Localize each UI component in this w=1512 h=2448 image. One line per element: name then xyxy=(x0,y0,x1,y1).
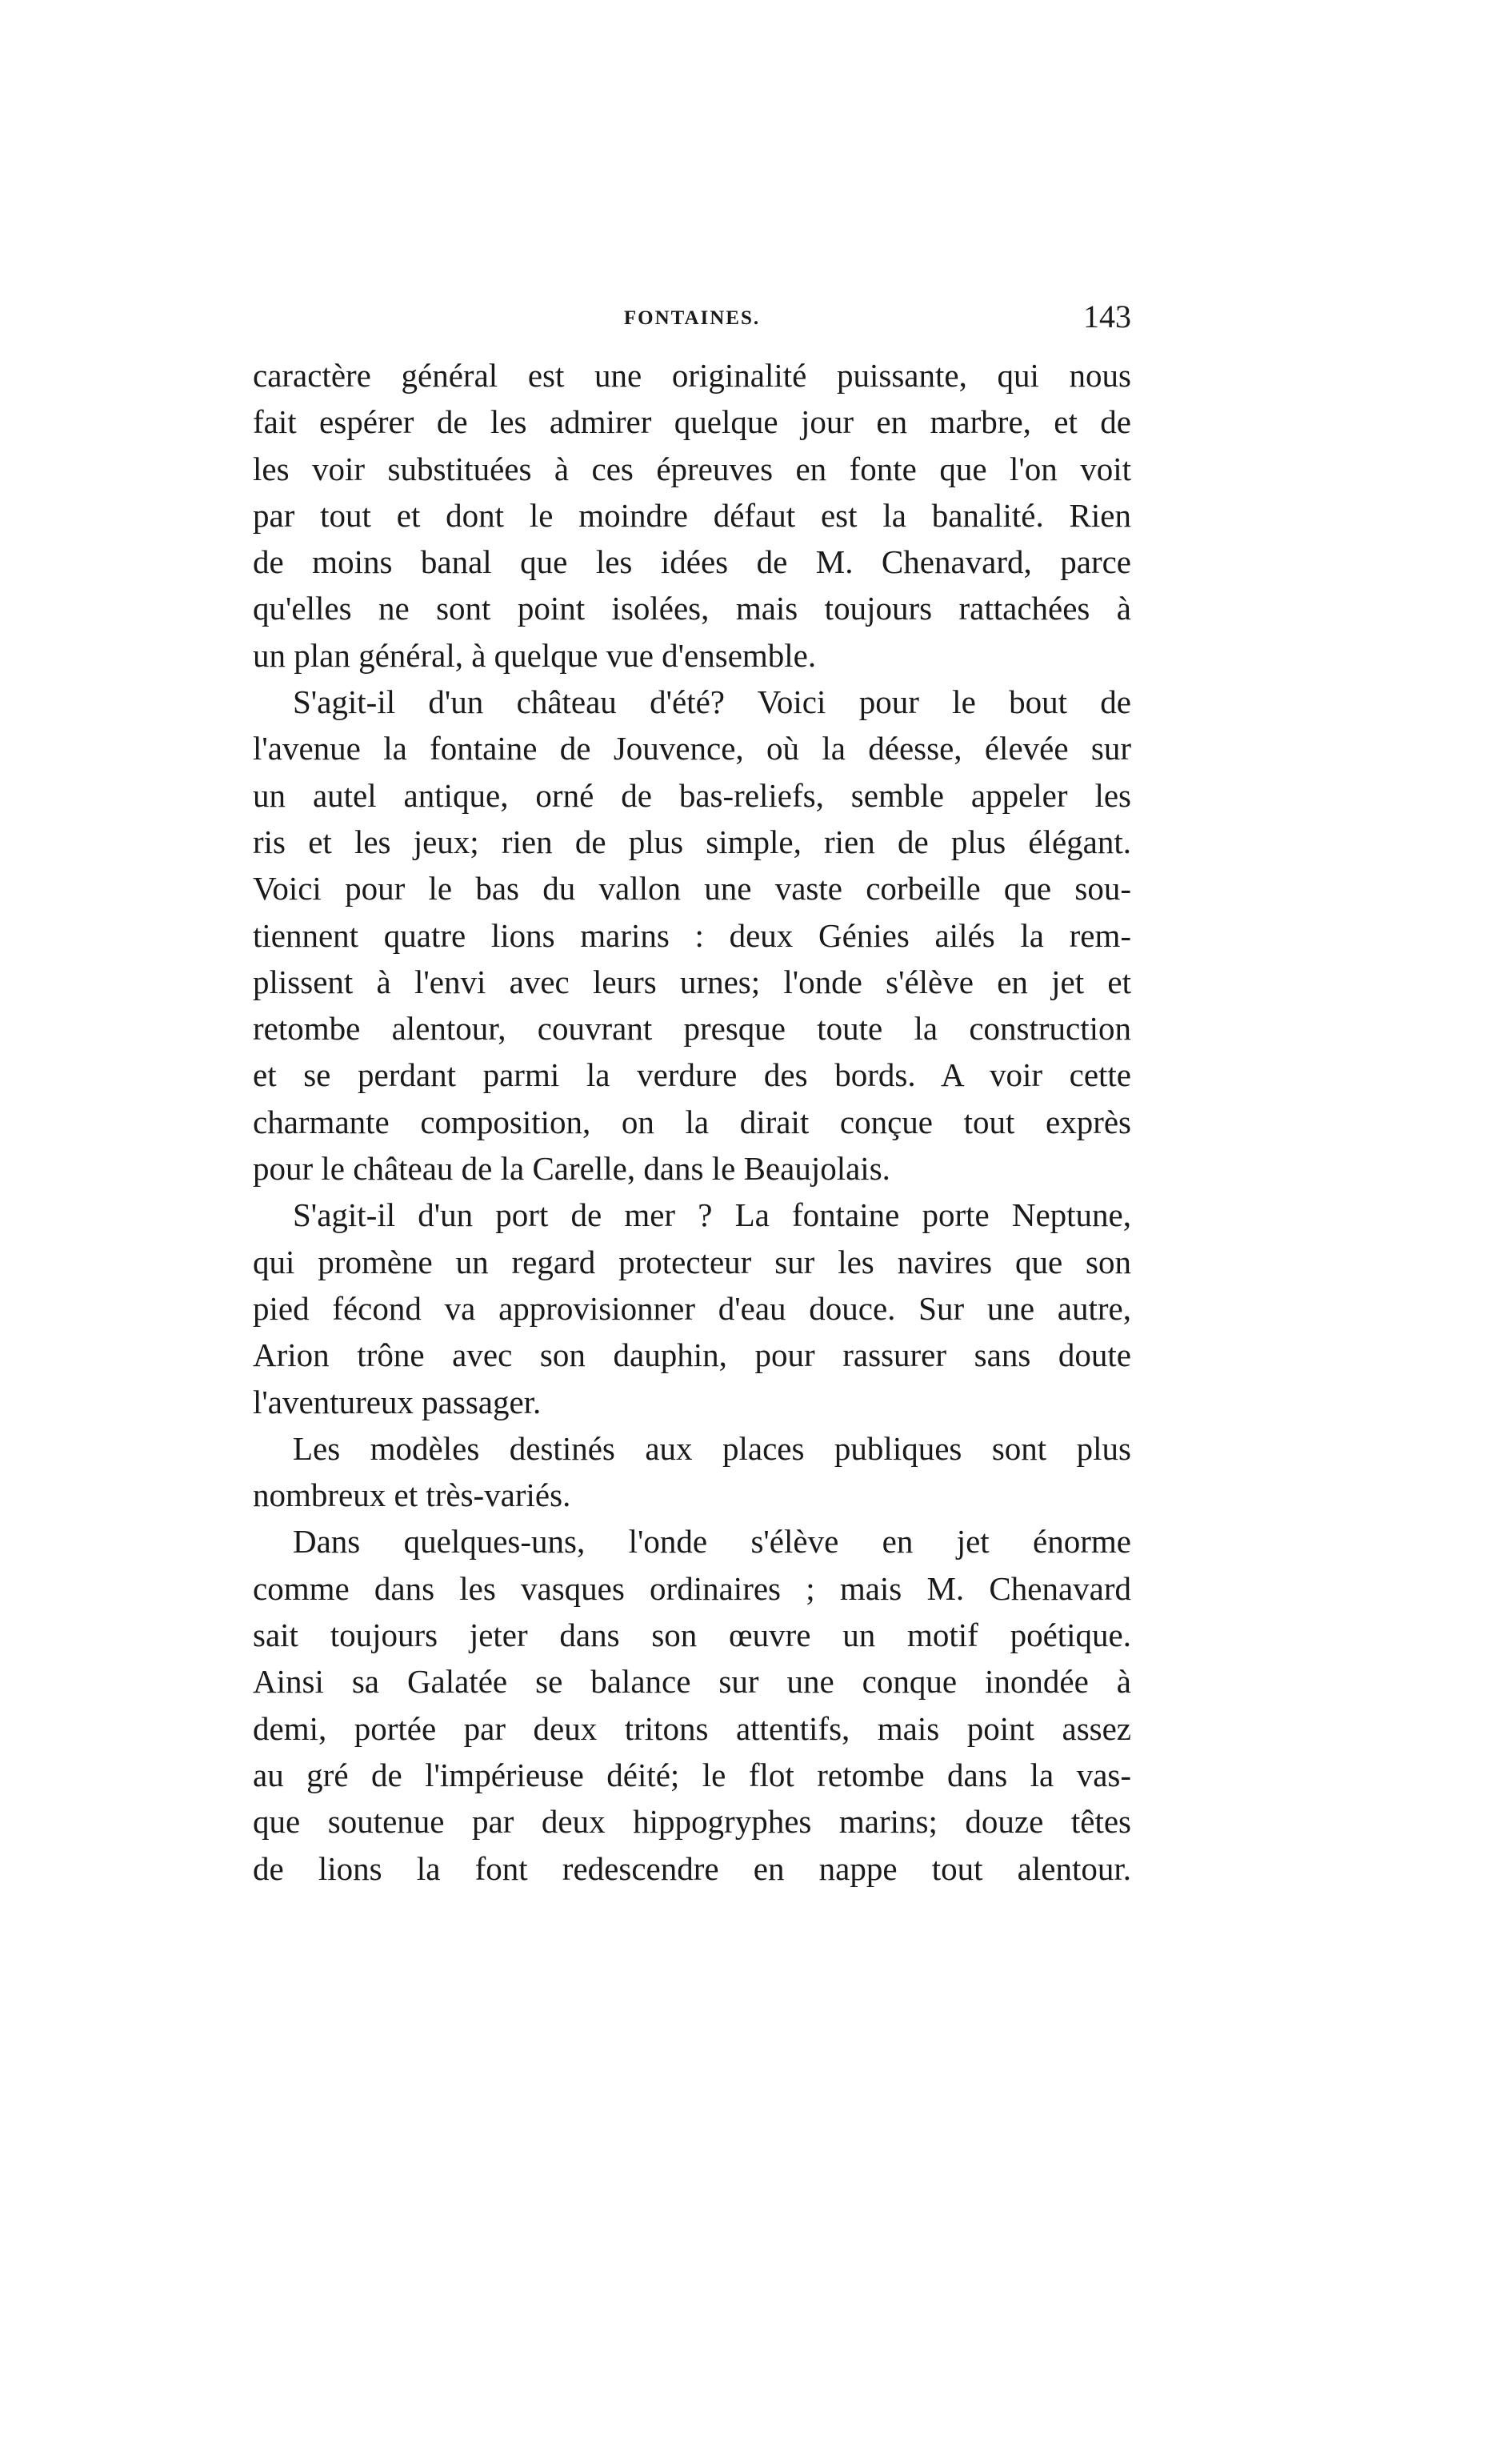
text-line: caractère général est une originalité puissante, qui nous xyxy=(253,357,1131,394)
text-line: les voir substituées à ces épreuves en fonte que l'on voit xyxy=(253,450,1131,487)
text-line: que soutenue par deux hippogryphes marins; douze têtes xyxy=(253,1803,1131,1841)
paragraph xyxy=(253,679,1131,1192)
text-line: qu'elles ne sont point isolées, mais toujours rattachées à xyxy=(253,590,1131,627)
paragraph xyxy=(253,352,1131,679)
text-line: pied fécond va approvisionner d'eau douce. Sur une autre, xyxy=(253,1289,1131,1327)
text-line: par tout et dont le moindre défaut est la banalité. Rien xyxy=(253,496,1131,534)
text-line: nombreux et très-variés. xyxy=(253,1476,571,1514)
text-line: S'agit-il d'un château d'été? Voici pour le bout de xyxy=(293,683,1131,721)
text-line: de lions la font redescendre en nappe tout alentour. xyxy=(253,1849,1131,1887)
text-line: Arion trône avec son dauphin, pour rassurer sans doute xyxy=(253,1336,1131,1374)
text-line: ris et les jeux; rien de plus simple, rien de plus élégant. xyxy=(253,823,1131,860)
running-title: FONTAINES. xyxy=(623,307,761,329)
text-line: fait espérer de les admirer quelque jour en marbre, et de xyxy=(253,403,1131,441)
text-line: demi, portée par deux tritons attentifs, mais point assez xyxy=(253,1709,1131,1747)
text-line: qui promène un regard protecteur sur les navires que son xyxy=(253,1243,1131,1280)
text-line: Ainsi sa Galatée se balance sur une conque inondée à xyxy=(253,1663,1131,1701)
text-line: au gré de l'impérieuse déité; le flot retombe dans la vas- xyxy=(253,1756,1131,1793)
text-line: Dans quelques-uns, l'onde s'élève en jet énorme xyxy=(293,1523,1131,1561)
text-line: retombe alentour, couvrant presque toute la construction xyxy=(253,1010,1131,1048)
text-line: un autel antique, orné de bas-reliefs, semble appeler les xyxy=(253,776,1131,814)
paragraph xyxy=(253,1425,1131,1519)
text-line: l'avenue la fontaine de Jouvence, où la déesse, élevée sur xyxy=(253,730,1131,767)
page-header xyxy=(253,298,1131,338)
text-line: charmante composition, on la dirait conçue tout exprès xyxy=(253,1103,1131,1140)
page-body xyxy=(253,352,1131,1892)
text-line: pour le château de la Carelle, dans le Beaujolais. xyxy=(253,1150,890,1188)
text-line: l'aventureux passager. xyxy=(253,1383,542,1420)
text-line: comme dans les vasques ordinaires ; mais M. Chenavard xyxy=(253,1569,1131,1607)
text-line: plissent à l'envi avec leurs urnes; l'onde s'élève en jet et xyxy=(253,963,1131,1000)
text-line: tiennent quatre lions marins : deux Génies ailés la rem- xyxy=(253,916,1131,954)
text-line: Les modèles destinés aux places publiques sont plus xyxy=(293,1429,1131,1467)
text-line: sait toujours jeter dans son œuvre un motif poétique. xyxy=(253,1617,1131,1654)
text-line: et se perdant parmi la verdure des bords. A voir cette xyxy=(253,1056,1131,1094)
text-line: Voici pour le bas du vallon une vaste corbeille que sou- xyxy=(253,870,1131,907)
text-line: un plan général, à quelque vue d'ensemble. xyxy=(253,636,817,674)
text-line: de moins banal que les idées de M. Chenavard, parce xyxy=(253,543,1131,581)
paragraph xyxy=(253,1518,1131,1891)
paragraph xyxy=(253,1192,1131,1424)
text-line: S'agit-il d'un port de mer ? La fontaine porte Neptune, xyxy=(293,1196,1131,1234)
page-number: 143 xyxy=(1083,298,1131,335)
